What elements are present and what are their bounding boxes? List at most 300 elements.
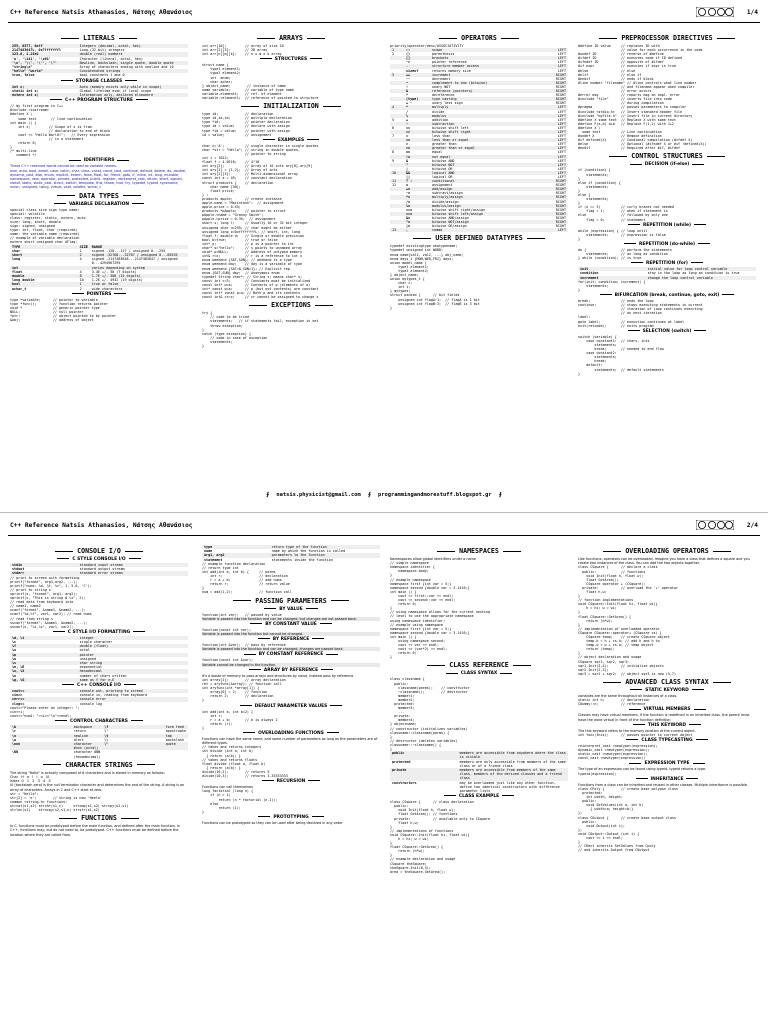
section-operators: OPERATORS [390,35,568,42]
literal-row-cell: 2147483647L, 0x7fffffffl [12,48,61,53]
type-row-cell: float [12,269,23,274]
structures-code: struct name { type1 element1; type2 element2; int anum; char achar; } object_name; // instance of name name variable; // variable of type name variable.element1; // ref. of element variable->element1; // reference of pointed to structure [202,63,319,101]
type-row-cell: wchar_t [12,286,27,291]
operator-row-cell: RIGHT [555,199,566,204]
ctrl-row-cell: \' [104,729,109,734]
operator-row-cell: LEFT [557,125,566,130]
footer-email[interactable]: natsis.physicist@gmail.com [276,492,361,498]
operator-row-cell: -> [406,60,411,65]
section-byref: BY REFERENCE [202,637,380,642]
prototyping-text: Functions can be prototyped so they can be used after being declared in any order [202,820,343,825]
section-ctrlchars: CONTROL CHARACTERS [10,719,188,724]
func-part-row-cell: name by which the function is called [271,549,346,554]
type-row-cell: long double [12,278,35,283]
section-classref: CLASS REFERENCE [390,662,568,669]
type-row [10,257,188,265]
page-number: 1/4 [746,9,758,16]
operator-row-cell: ~ [404,81,430,85]
dowhile-code: do { // perform the statements statements; // as long as condition } while (condition); // is true [578,247,672,261]
ctrl-row-cell: \f [102,725,163,729]
operator-row-cell: RIGHT [555,76,566,81]
operator-row-cell: || [406,175,411,179]
operator-row-cell: LEFT [542,163,568,167]
format-row-cell: same as f for e,E [78,678,188,682]
section-classexample: CLASS EXAMPLE [390,794,568,799]
ctrl-row-cell: \b [10,725,72,729]
section-bifurcation: BIFURCATION (break, continue, goto, exit) [578,293,756,298]
cppio-row-cell: console log [79,701,103,706]
type-row-cell: signed -128...127 / unsigned 0...255 [91,248,166,253]
operator-row-cell: < [406,134,409,139]
storage-row-cell: int x; [10,85,78,89]
operator-row-cell: comma [430,228,542,232]
operators-caption: priority/operator/desc/ASSOCIATIVITY [390,44,464,48]
footer-glyph-icon: ∮ [367,492,371,498]
func-part-row-cell: arg1, arg2 [202,553,270,557]
type-row-cell: bool [10,282,78,286]
operator-row-cell: RIGHT [542,97,568,101]
access-row [390,751,568,759]
type-row-cell: 8 [78,274,90,278]
namespaces-text: Namespaces allow global identifiers under a name [390,557,476,561]
operator-row-cell: RIGHT [542,220,568,224]
classexample-code: class CSquare { // class declaration public: void Init(float h, float w); float GetArea(); // functions private: // available only to CSquare float h,w; } // implementations of functions void CSquare::Init(float hi, float wi){ h = hi; w = wi; } float CSquare::GetArea() { return (h*w); } // example declaration and usage CSquare theSquare; theSquare.Init(8,5); area = theSquare.GetArea(); [390,800,491,874]
operator-row-cell: LEFT [542,122,568,126]
ctrl-row-cell: newline [72,734,103,738]
type-row-cell: 10 [79,278,84,283]
operator-row-cell: () [406,52,411,57]
cppio-row-cell: console in, reading from keyboard [79,693,147,698]
operator-row-cell: >> [404,130,430,134]
cppio-row-cell: console error [78,697,188,701]
overload-text: Functions can have the same name, and same number of parameters as long as the parameters are of different types. [202,736,378,746]
typecast-code: reinterpret_cast <newtype>(expression); dynamic_cast <newtype>(expression); static_cast <newtype>(expression); const_cast <newtype>(expression); [578,744,658,761]
operator-row-cell: 9 [392,158,395,163]
operator-row-cell: RIGHT [542,81,568,85]
operator-row-cell: bitwise shift left [432,125,469,130]
operator-row-cell: bitwise shift right [430,130,542,134]
operator-row-cell: != [404,155,430,159]
func-part-row-cell: return type of the function [270,545,380,549]
ctrl-row-cell: apostrophe [165,729,186,734]
literal-row-cell: Concatenated strings [78,69,188,73]
operator-row-cell: ^ [404,163,430,167]
page-2 [0,512,768,1024]
operator-row-cell: 5 [392,117,395,122]
operator-row-cell: equal [432,150,443,155]
operator-row-cell: LEFT [542,48,568,52]
ctrl-row-cell: character #NN (hexadecimal) [73,750,101,759]
section-cformat: C STYLE I/O FORMATTING [10,630,188,635]
bifurcation-code: break; // ends the loop continue; // stops executing statements in current // iteration of loop continues executing // on next iteration label: goto label; // execution continues at label exit(retcode); // exits program [578,299,703,328]
preproc-code: #define ID value // replaces ID with // value for each occurrence in the code #undef ID // reverse of #define #ifdef ID // executes code if ID defined #ifndef ID // opposite of #ifdef #if expr // executes if expr is true #else // else #elif // else if #endif // ends if block #line number "filename" // #line controls what line number // and filename appear when compiler // error occurs #error msg // reports msg on cmpl. error #include "file" // inserts file into code // during compilation #pragma // passes parameters to compiler #include <stdio.h> // Insert standard header file #include "myfile.h" // Insert file in current directory #define X some text // Replace X with some text #define F(a,b) a+b // Replace F(1,2) with 1+2 #define X \ some text // Line continuation #undef X // Remove definition #if defined(X) // Condional compilation (#ifdef X) #else // Optional (#ifndef X or #if !defined(X)) #endif // Required after #if, #ifdef [578,44,707,151]
for-row-cell: init [578,267,646,271]
storage-row [10,93,188,97]
operator-row-cell: logical AND [430,171,542,175]
byvalue-code: function(int var); // passed by value [202,612,282,617]
byref-code: function(int &var); // pass by reference [202,643,286,648]
operator-row-cell: 10 [390,171,404,175]
page-title: C++ Reference Natsis Athanasios, Νάτσης Αθανάσιος [10,9,193,16]
static-text: variables are the same throughout all instances of a class. [578,693,678,698]
operator-row-cell: %= [404,204,430,208]
section-statickw: STATIC KEYWORD [578,688,756,693]
section-passing: PASSING PARAMETERS [202,598,380,605]
column-2 [202,32,380,348]
this-code: int func(this); // passes pointer to current object [578,732,693,737]
header-rule [8,535,760,536]
operator-row-cell: == [406,150,411,155]
page-number: 2/4 [746,522,758,529]
column-1 [10,32,188,322]
operator-row-cell: reference (pointers) [430,89,542,93]
format-row-cell: %c [12,640,17,645]
page-title: C++ Reference Natsis Athanasios, Νάτσης Αθανάσιος [10,522,193,529]
operator-row-cell: add/assign [430,187,542,191]
access-row-cell: may be overloaded just like any other function. define two identical constructors with difference parameter lists [459,780,560,793]
while-code: while (expression) { // loop until statements; // expression is false } [578,228,666,241]
operator-row-cell: conditional [430,179,542,183]
byconst-code: function(const int var); [202,627,251,632]
operator-row-cell: && [404,171,430,175]
ctrl-row-cell: character #nnn (octal) [72,742,103,750]
section-exceptions: EXCEPTIONS [202,302,380,309]
operator-row-cell: / [406,109,409,114]
section-control: CONTROL STRUCTURES [578,153,756,160]
type-row-cell: true or false [90,282,188,286]
operator-row-cell: LEFT [542,171,568,175]
operator-row-cell: bitwise NOT [430,163,542,167]
format-row-cell: %s [10,661,78,665]
operator-row-cell: LEFT [542,138,568,142]
operator-row-cell: RIGHT [542,204,568,208]
operator-row-cell: LEFT [557,134,566,139]
byconstref-text: Variable cannot be changed in the function. [202,663,380,667]
section-vardecl: VARIABLE DECLARATION [10,202,188,207]
section-inheritance: INHERITANCE [578,777,756,782]
operator-row-cell: LEFT [542,114,568,118]
format-row-cell: %g, %G [10,678,78,682]
operator-row-cell: % [404,114,430,118]
type-row-cell: 1 [78,282,90,286]
stream-row-cell: stdin [10,563,78,567]
operator-row-cell: LEFT [557,117,566,122]
section-classsyntax: CLASS SYNTAX [390,671,568,676]
type-row-cell: long [12,257,21,262]
literal-row-cell: "string\n" [12,65,33,70]
operator-row-cell: less than or equal [430,138,542,142]
static-code: static int n; // declaration CDummy::n; // reference [578,698,650,707]
cppio-row-cell: clog<< [12,701,25,706]
func-part-row-cell: name [204,549,213,554]
section-examples: EXAMPLES [202,138,380,143]
operator-row-cell: bitwise OR/assign [432,224,467,229]
ctrl-row-cell [164,750,188,758]
cppio-code: cout<<"Please enter an integer: "; cin>>i; cout<<"num1: "<<i<<"\n"<<endl; [10,705,80,719]
section-pointers: POINTERS [10,292,188,297]
stream-table [10,563,188,576]
operator-row-cell: & [404,89,430,93]
program-code: // my first program in C++ #include <iostream> #define X \ some text // line continuation int main () { int x; // Scope of x is from // declaration to end of block cout << "Hello World!"; // Every expression // is a statement return 0; } /* multi-line comment */ [10,104,111,158]
type-row-cell: 1.2E +/- 4932 (19 digits) [91,278,143,283]
operator-row-cell: RIGHT [542,89,568,93]
byconst-text: Variable is passed into the function but cannot be changed. [202,632,380,636]
format-row-cell: %n [12,673,17,678]
literal-row-cell: 123.0, 1.23e2 [10,52,78,56]
column-2 [202,545,380,825]
ctrl-row-cell [102,750,163,758]
operator-row-cell: scope [430,48,542,52]
operator-row-cell: 13 [390,228,404,232]
creative-commons-icon [696,520,734,530]
access-row [390,781,568,794]
operator-row-cell: - [404,122,430,126]
decision-code: if (condition) { statements; } else if (condition) { statements; } else { statements; } if (x == 3) // curly braces not needed flag = 1; // when if statement is else // followed by only one flag = 0; // statement [578,168,674,222]
types-header-cell: RANGE [90,245,188,249]
func-part-row-cell: parameters to the function [270,553,380,557]
literal-row-cell: Integers (decimal, octal, hex) [78,44,188,48]
literal-row-cell: "hello" "world" [10,69,78,73]
literal-row-cell: true, false [12,73,35,78]
operator-row-cell: * [404,105,430,109]
format-row [10,678,188,682]
section-selection: SELECTION (switch) [578,329,756,334]
inheritance-text: Functions from a class can be inherited and reused in other classes. Multiple inheritance is possible. [578,782,749,787]
operator-row-cell: | [406,166,409,171]
operator-row-cell: , [404,228,430,232]
operator-row-cell: unary NOT [432,84,451,89]
operator-row-cell: ^= [404,220,430,224]
operator-row-cell: & [406,158,409,163]
operator-row-cell: greater than or equal [430,146,542,150]
for-row-cell: change the loop control variable [646,276,756,280]
literal-row-cell: 'a', '\141', '\x61' [12,56,51,61]
operator-row-cell: 8 [392,150,395,155]
format-row-cell: %p [10,653,78,657]
operator-row-cell: addition [432,117,449,122]
section-rep-for: REPETITION (for) [578,261,756,266]
stream-row-cell: standard error stream [78,571,188,575]
ctrl-row-cell: quote [164,742,188,750]
type-row-cell: 2 [78,253,90,257]
operator-row-cell: << [406,125,411,130]
ctrl-row-cell: \" [102,742,163,750]
func-part-row-cell: statements inside the function [271,557,333,562]
operator-row-cell: RIGHT [555,191,566,196]
section-arrays: ARRAYS [202,35,380,42]
format-row-cell: char string [78,661,188,665]
format-row-cell: unsigned [79,656,96,661]
section-identifiers: IDENTIFIERS [10,158,188,163]
operator-row-cell: RIGHT [542,187,568,191]
func-part-row-cell: statement [204,557,223,562]
operator-row-cell: RIGHT [542,73,568,77]
ctrl-row-cell: \n [10,734,72,738]
func-part-row-cell: type [202,545,270,549]
vardecl-text: special class size sign type name; special: volatile class: register, static, extern, auto size: long, short, double sign: signed, unsigned type: int, float, char (required) name: the variable name (required) // example of variable declaration extern short unsigned char AFlag; [10,207,86,245]
footer-glyph-icon: ∮ [266,492,270,498]
operator-row-cell: LEFT [557,166,566,171]
operator-row-cell: ! [406,84,409,89]
ctrl-row-cell: backslash [165,737,184,742]
ctrl-row-cell: \NN [12,750,19,755]
operator-row-cell: multiply/assign [430,195,542,199]
literal-row-cell: Long (32-bit) integers [79,48,125,53]
switch-code: switch (variable) { case constant1: // chars, ints statements; break; // needed to end flow case constant2: statements; break; default: statements; // default statements } [578,334,664,376]
operator-row-cell: decrement [432,76,451,81]
exprtype-code: typeid(expression); [578,771,617,776]
recursion-text: Functions can call themselves [202,785,253,790]
type-row-cell: 3.4E +/- 38 (7 digits) [91,269,137,274]
operator-row-cell: 7 [392,134,395,139]
operator-row-cell: (type) [404,97,430,101]
operator-row-cell: RIGHT [555,224,566,229]
operator-row-cell: modulus/assign [430,204,542,208]
operator-row-cell: bitwise AND/assign [432,215,469,220]
arraybyref-code: int array[1]; // array declaration ret = aryfunc(&array); // function call int aryfunc(int *array[1]) { array[0] = 2; // function return 2; // declaration } [202,677,286,703]
ctrl-row-cell: \\ [104,737,109,742]
examples-code: char c='A'; // single character in single quotes char *str = "Hello"; // string in double quotes, // pointer to string int i = 1022; float f = 4.0E10; // 4^10 int ary[2]; // Array of 10 ints ary[0]-ary[9] int ary[2] = {1,2}; // Array of ints int ary[2][3]; // Multi-dimensional array const int a = 45; // constant declaration struct products { // declaration char name [30]; float price; } ; products apple; // create instance apple.name = "Macintosh"; // assignment apple.price = 0.45; products *pApple; // pointer to struct pApple->name = "Granny Smith"; pApple->price = 0.35; // assignment short s; long l; // Usually 16 or 32 bit integer unsigned char u=255; // char might be either unsigned long x=0xffffffffL; // short, int, long float f; double d; // Single or double precision bool b=true; // true or false int* p; // p is a pointer to int char* s="hello"; // s points to unnamed array void* p=NULL; // Address of untyped memory int& r=x; // r is a reference to int x enum weekend {SAT,SUN}; // weekend is a type enum weekend day; // day is a variable of type enum weekend {SAT=0,SUN=1}; // Explicit rep enum {SAT,SUN} day; // Anonymous enum typedef String char*; // String s; means char* s; const int c=3; // Constants must be initialized const int* p=a; // Contents of p (elements of a) int* const p=a; // p (but not contents) are constant const int* const p=a; // Both p and its contents const int& cr=x; // cr cannot be assigned to change x [202,143,319,300]
format-row-cell: exponential [79,665,103,670]
section-defaultparams: DEFAULT PARAMETER VALUES [202,704,380,709]
operator-row-cell: RIGHT [555,101,566,106]
virtual-text: Classes may have virtual members. If the function is redefined in an inherited class, the parent must have the word virtual in front of the function definition [578,713,750,722]
operator-row-cell: <<= [404,212,430,216]
operator-row-cell: += [404,187,430,191]
operator-row-cell: LEFT [542,64,568,68]
ctrl-row-cell: backspace [72,725,103,729]
operator-row-cell: RIGHT [542,212,568,216]
operator-row-cell: bitwise OR [432,166,453,171]
operator-row-cell: LEFT [542,155,568,159]
format-row-cell: integer [78,636,188,640]
operator-row-cell: assignment [432,183,453,188]
operator-row-cell: bitwise NOT/assign [430,220,542,224]
section-prototyping: PROTOTYPING [202,815,380,820]
type-row-cell: char [12,248,21,253]
column-4 [578,545,756,852]
literal-row-cell: Character (literal, octal, hex) [79,56,143,61]
operator-row-cell: LEFT [557,52,566,57]
literal-row-cell: Newline, backslash, single quote, double quote [78,61,188,65]
section-charstrings: CHARACTER STRINGS [10,762,188,769]
operator-row-cell: ++ [404,73,430,77]
section-preproc: PREPROCESSOR DIRECTIVES [578,35,756,42]
stream-row-cell: stderr [10,571,78,575]
access-row-cell: protected [392,759,411,764]
for-table [578,267,756,280]
format-row-cell: %d, %i [10,636,78,640]
ctrl-row-cell: \t [102,734,163,738]
access-table [390,751,568,793]
ctrl-row-cell: tab [164,734,188,738]
operator-row-cell: * [406,93,409,98]
access-row-cell: members are only accessible from members of the same class or of a friend class [459,759,566,768]
operator-row-cell: -= [406,191,411,196]
literal-row-cell: 255, 0377, 0xff [10,44,78,48]
section-udt: USER DEFINED DATATYPES [390,235,568,242]
type-row [10,287,188,291]
arrays-code: int arr[10]; // array of size 10 int arr[2][3]; // 2D array int arr[n][m][k]; // n x m x k array [202,44,284,57]
section-cppio: C++ CONSOLE I/O [10,683,188,688]
operator-row-cell: LEFT [557,142,566,147]
section-overops: OVERLOADING OPERATORS [578,548,756,555]
overops-text: Like functions, operators can be overloaded. Imagine you have a class that defines a square and you create two instances of the class. You can add the two objects together. [578,557,750,566]
page-footer [8,492,760,502]
ctrl-row-cell: \r [12,729,17,734]
overload-code: // takes and returns integers int divide (int a, int b) { return (a/b); } // takes and returns floats float divide (float a, float b) { return (a/b); } divide(10,2); // returns 5 divide(10,3); // returns 3.33333333 [202,745,288,779]
charstrings-text: The string "Hello" is actually composed of 6 characters and is stored in memory as follows: Char H e l l o \0 Index 0 1 2 3 4 5 \0 (backslash zero) is the null terminator character and determines the end of the string. A string is an array of characters. Arrays in C and C++ start at zero. [10,770,185,792]
section-literals: LITERALS [10,35,188,42]
section-recursion: RECURSION [202,779,380,784]
operator-row-cell: multiply [430,105,542,109]
cppio-row-cell: cerr<< [10,697,78,701]
literal-row-cell: double (real) numbers [78,52,188,56]
operator-row-cell: subtraction [430,122,542,126]
section-virtual: VIRTUAL MEMBERS [578,707,756,712]
operator-row-cell: 6 [392,125,395,130]
udt-code: typedef existingtype newtypename; typedef unsigned int WORD; enum name{val1, val2, ...} obj_name; enum days_t {MON,WED,FRI} days; union model_name { type1 element1; type2 element2; } object_name; union mytypes_t { char c; int i; } mytypes; struct packed { // bit fields unsigned int flagA:1; // flagA is 1 bit unsigned int flagB:3; // flagB is 3 bit } [390,244,480,310]
exprtype-text: The type of an expression can be found using typeid. typeid returns a type. [578,767,707,772]
functions-text: In C, functions must be prototyped before the main function, and defined after the main function. In C++, functions may, but do not need to, be prototyped. C++ functions must be defined before the location where they are called from. [10,824,181,837]
format-row-cell: %o [12,648,17,653]
operator-row-cell: &= [406,215,411,220]
for-row-cell: initial value for loop control variable [646,267,756,271]
footer-glyph-icon: ∮ [498,492,502,498]
operator-row-cell: >= [404,146,430,150]
cppio-row-cell: console out, printing to screen [78,689,188,693]
type-row-cell: varies depending on system [90,266,188,270]
operator-row-cell: returns memory size [432,68,471,73]
operator-row-cell: 11 [390,179,404,183]
classsyntax-code: class classname { public: classname(parms); // constructor ~classname(); // destructor member1; member2; protected: member3; ... private: member4; } objectname; // constructor (initializes variables) classname::classname(parms) { } // destructor (deletes variables) classname::~classname() { } [390,677,470,752]
operator-row-cell: *= [404,195,430,199]
types-table [10,245,188,291]
type-row-cell: int [10,266,78,270]
for-row-cell: condition [580,271,599,276]
ctrl-row [10,742,188,750]
cppio-table [10,689,188,706]
operator-row-cell: 12 [392,183,397,188]
ctrl-row-cell: alert [73,737,84,742]
access-row-cell: constructors [392,780,417,785]
operator-row-cell: |= [406,224,411,229]
operator-row-cell: complement to one (bitwise) [430,81,542,85]
ctrl-table [10,725,188,759]
type-row-cell: signed -32768...32767 / unsigned 0...65535 [90,253,188,257]
operator-row-cell: bitwise shift left/assign [430,212,542,216]
operator-row-cell: LEFT [557,150,566,155]
byconstref-code: function(const int &var); [202,658,254,663]
operator-row-cell: LEFT [542,228,568,232]
format-row-cell: hexadecimal [78,669,188,673]
charstrings-code: str = "Hello"; str[2] = 'e'; // string is now 'Heelo' common <string.h> functions: strcat(s1,s2) strchr(s1,c) strcmp(s1,s2) strcpy(s2,s1) strlen(s1) strncpy(s2,s1,n) strstr(s1,s2) [10,791,129,813]
creative-commons-icon [696,7,734,17]
overops-code: class CSquare { // declare a class public: // functions void Init(float h, float w); float GetArea(); CSquare operator + (CSquare); private: // overload the '+' operator float h,w; } // function implementations void CSquare::Init(float hi, float wi){ h = hi; w = wi; } float CSquare::GetArea() { return (h*w); } // implementation of overloaded operator CSquare CSquare::operator+ (CSquare cs) { CSquare temp; // create CSquare object temp.h = h + cs.h; // add h and h to temp.w = w + cs.w; // temp object return (temp); } // object declaration and usage CSquare sqr1, sqr2, sqr3; sqr1.Init(3,4); // initialize objects sqr2.Init(2,3); sqr3 = sqr1 + sqr2; // object sqr3 is now (5,7) [578,565,679,676]
format-row-cell: %f [10,644,78,648]
section-typecast: CLASS TYPECASTING [578,738,756,743]
section-decision: DECISION (if-else) [578,162,756,167]
section-program: C++ PROGRAM STRUCTURE [10,98,188,103]
section-rep-while: REPETITION (while) [578,223,756,228]
operator-row-cell: -- [406,76,411,81]
operator-row-cell: logical OR [432,175,453,179]
operator-row-cell: [] [404,56,430,60]
section-thiskw: THIS KEYWORD [578,723,756,728]
section-byvalue: BY VALUE [202,607,380,612]
stream-row-cell: standard output stream [79,567,125,572]
footer-blog[interactable]: programmingandmorestuff.blogspot.gr [378,492,492,498]
